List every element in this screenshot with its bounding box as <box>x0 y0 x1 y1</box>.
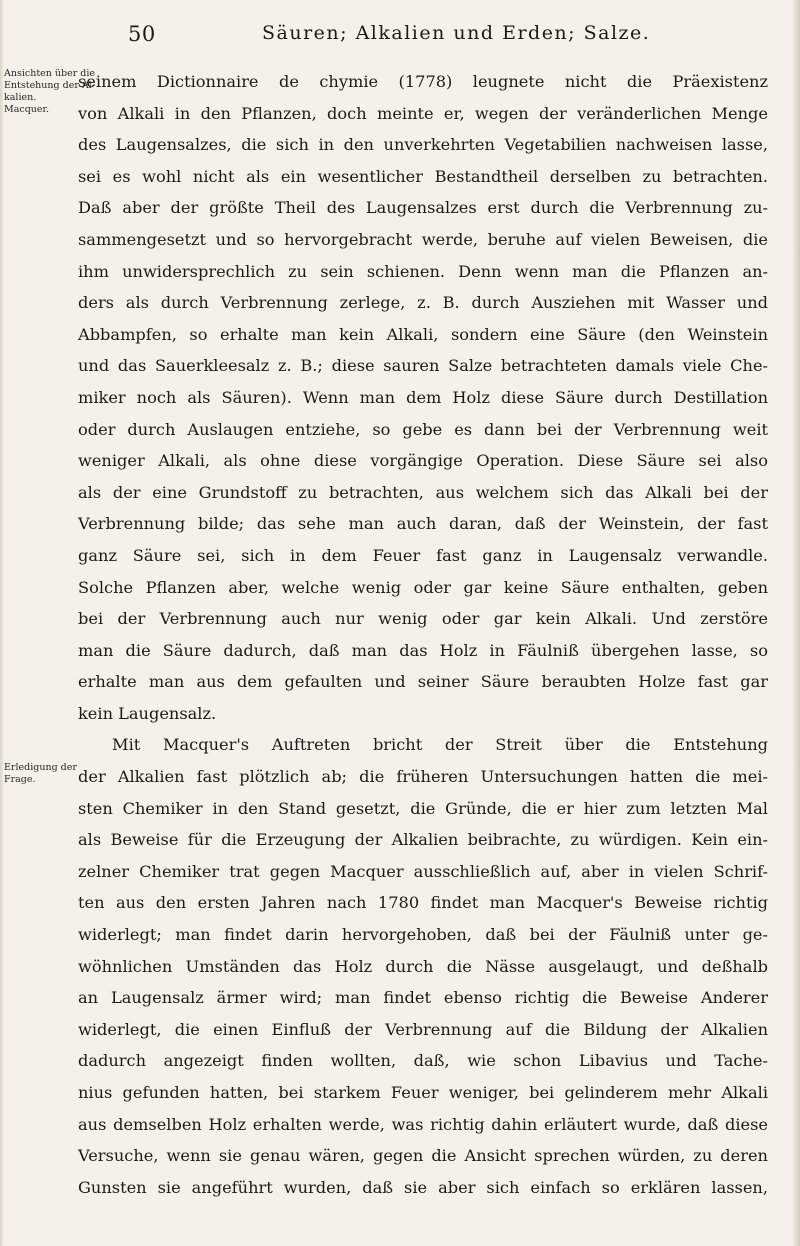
text-line: ganz Säure sei, sich in dem Feuer fast ganz in Laugensalz verwandle. <box>78 545 768 565</box>
text-line: des Laugensalzes, die sich in den unverkehrten Vegetabilien nachweisen lasse, <box>78 135 768 155</box>
text-line: Solche Pflanzen aber, welche wenig oder gar keine Säure enthalten, geben <box>78 577 768 597</box>
page-header <box>0 22 800 52</box>
margin-note-line: Entstehung der Al- <box>4 80 96 91</box>
text-line: man die Säure dadurch, daß man das Holz in Fäulniß übergehen lasse, so <box>78 640 768 660</box>
text-line: an Laugensalz ärmer wird; man findet ebenso richtig die Beweise Anderer <box>78 988 768 1008</box>
text-line: oder durch Auslaugen entziehe, so gebe es dann bei der Verbrennung weit <box>78 419 768 439</box>
text-line: sten Chemiker in den Stand gesetzt, die Gründe, die er hier zum letzten Mal <box>78 798 768 818</box>
text-line: der Alkalien fast plötzlich ab; die früheren Untersuchungen hatten die mei- <box>78 767 768 787</box>
text-line: weniger Alkali, als ohne diese vorgängige Operation. Diese Säure sei also <box>78 451 768 471</box>
margin-note-origin-of-alkalies <box>4 68 96 116</box>
text-line: zelner Chemiker trat gegen Macquer ausschließlich auf, aber in vielen Schrif- <box>78 861 768 881</box>
text-line: wöhnlichen Umständen das Holz durch die Nässe ausgelaugt, und deßhalb <box>78 956 768 976</box>
text-line: aus demselben Holz erhalten werde, was richtig dahin erläutert wurde, daß diese <box>78 1114 768 1134</box>
text-line: ten aus den ersten Jahren nach 1780 findet man Macquer's Beweise richtig <box>78 893 768 913</box>
text-line-paragraph-start: Mit Macquer's Auftreten bricht der Streit über die Entstehung <box>112 735 768 755</box>
running-head: Säuren; Alkalien und Erden; Salze. <box>262 22 651 44</box>
text-line: als Beweise für die Erzeugung der Alkalien beibrachte, zu würdigen. Kein ein- <box>78 830 768 850</box>
text-line: erhalte man aus dem gefaulten und seiner Säure beraubten Holze fast gar <box>78 672 768 692</box>
margin-note-line: Erledigung der <box>4 762 77 773</box>
text-line: sammengesetzt und so hervorgebracht werde, beruhe auf vielen Beweisen, die <box>78 229 768 249</box>
page-right-edge <box>792 0 800 1246</box>
text-line: widerlegt; man findet darin hervorgehoben, daß bei der Fäulniß unter ge- <box>78 925 768 945</box>
text-line: miker noch als Säuren). Wenn man dem Holz diese Säure durch Destillation <box>78 387 768 407</box>
text-line: sei es wohl nicht als ein wesentlicher Bestandtheil derselben zu betrachten. <box>78 166 768 186</box>
text-line: Daß aber der größte Theil des Laugensalzes erst durch die Verbrennung zu- <box>78 198 768 218</box>
margin-note-line: Frage. <box>4 774 36 785</box>
text-line: widerlegt, die einen Einfluß der Verbrennung auf die Bildung der Alkalien <box>78 1019 768 1039</box>
page-number: 50 <box>128 22 156 46</box>
text-line: Verbrennung bilde; das sehe man auch daran, daß der Weinstein, der fast <box>78 514 768 534</box>
text-line: bei der Verbrennung auch nur wenig oder gar kein Alkali. Und zerstöre <box>78 609 768 629</box>
text-line: von Alkali in den Pflanzen, doch meinte er, wegen der veränderlichen Menge <box>78 103 768 123</box>
page-left-edge <box>0 0 4 1246</box>
margin-note-line: kalien. <box>4 92 37 103</box>
margin-note-line: Macquer. <box>4 104 50 115</box>
text-line: nius gefunden hatten, bei starkem Feuer weniger, bei gelinderem mehr Alkali <box>78 1083 768 1102</box>
margin-note-settlement <box>4 762 77 786</box>
text-line: ders als durch Verbrennung zerlege, z. B. durch Ausziehen mit Wasser und <box>78 293 768 313</box>
text-line: seinem Dictionnaire de chymie (1778) leugnete nicht die Präexistenz <box>78 72 768 91</box>
text-line: dadurch angezeigt finden wollten, daß, wie schon Libavius und Tache- <box>78 1051 768 1071</box>
text-line: Abbampfen, so erhalte man kein Alkali, sondern eine Säure (den Weinstein <box>78 324 768 344</box>
text-line: Versuche, wenn sie genau wären, gegen die Ansicht sprechen würden, zu deren <box>78 1146 768 1166</box>
text-line: ihm unwidersprechlich zu sein schienen. Denn wenn man die Pflanzen an- <box>78 261 768 281</box>
body-text <box>78 66 768 1203</box>
text-line: als der eine Grundstoff zu betrachten, aus welchem sich das Alkali bei der <box>78 482 768 502</box>
text-line: und das Sauerkleesalz z. B.; diese sauren Salze betrachteten damals viele Che- <box>78 356 768 376</box>
margin-note-line: Ansichten über die <box>4 68 96 79</box>
text-line: Gunsten sie angeführt wurden, daß sie aber sich einfach so erklären lassen, <box>78 1177 768 1197</box>
text-line-paragraph-end: kein Laugensalz. <box>78 703 217 723</box>
